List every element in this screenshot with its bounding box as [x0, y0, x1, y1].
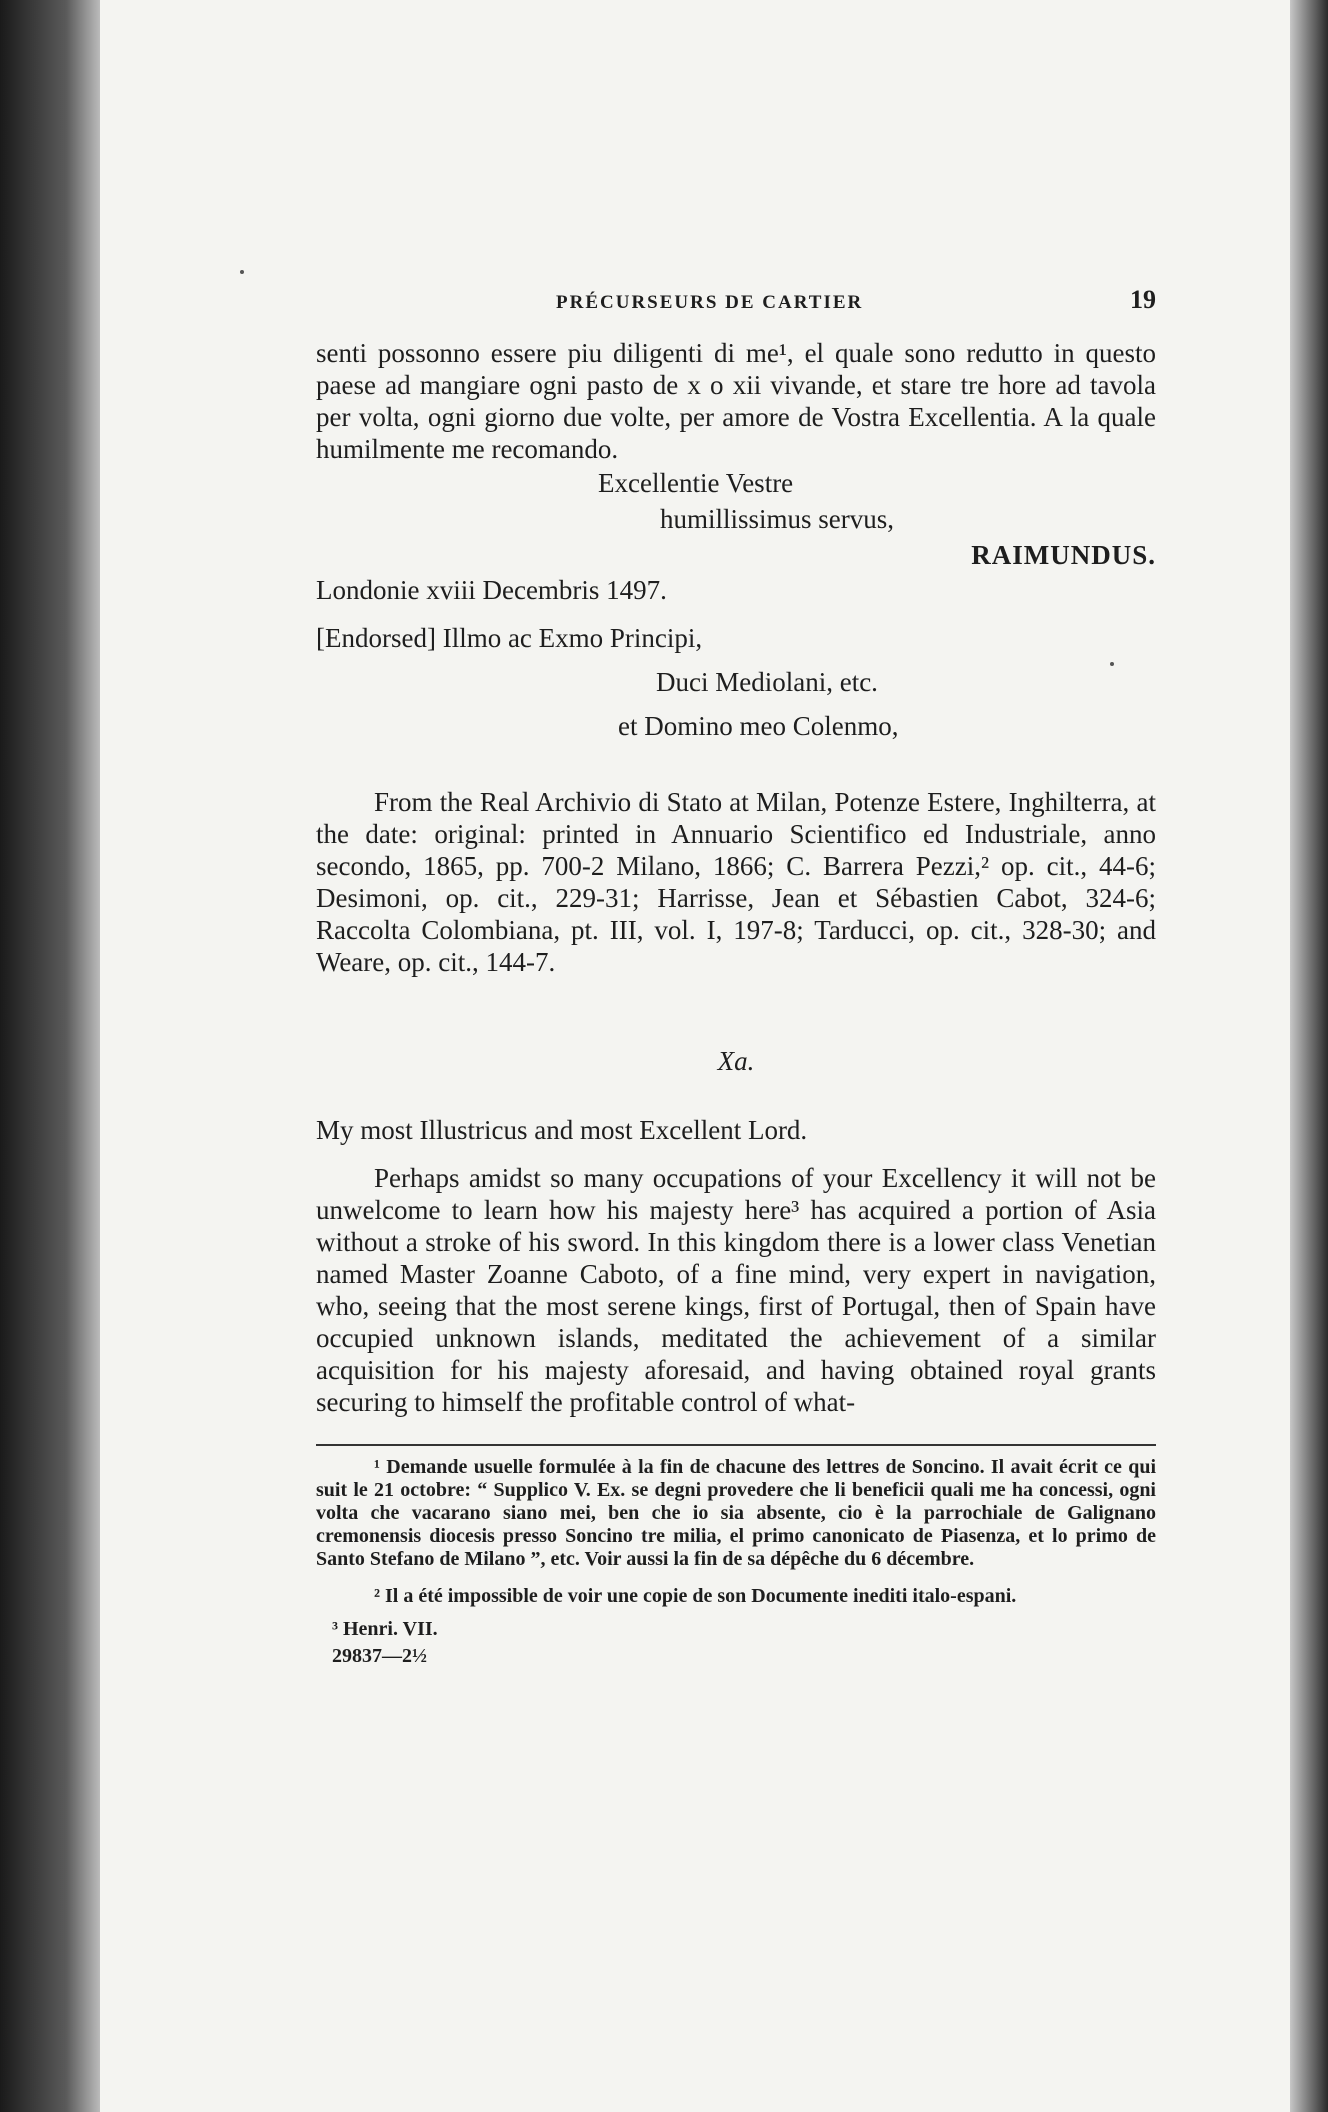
- closing-line-2: humillissimus servus,: [660, 504, 895, 534]
- letter-closing: [316, 465, 1156, 573]
- scan-edge-right: [1288, 0, 1328, 2112]
- speck: [240, 270, 244, 274]
- section-paragraph: Perhaps amidst so many occupations of your Excellency it will not be unwelcome to learn how his majesty here³ has acquired a portion of Asia without a stroke of his sword. In this kingdom there is a lower class Venetian named Master Zoanne Caboto, of a fine mind, very expert in navigation, who, seeing that the most serene kings, first of Portugal, then of Spain have occupied unknown islands, meditated the achievement of a similar acquisition for his majesty aforesaid, and having obtained royal grants securing to himself the profitable control of what-: [316, 1163, 1156, 1417]
- page-header: [316, 285, 1156, 315]
- salutation: My most Illustricus and most Excellent Lord.: [316, 1115, 808, 1145]
- footnote-2: ² Il a été impossible de voir une copie de son Documente inediti italo-espani.: [374, 1585, 1017, 1607]
- source-note: From the Real Archivio di Stato at Milan, Potenze Estere, Inghilterra, at the date: original: printed in Annuario Scientifico ed Industriale, anno secondo, 1865, pp. 700-2 Milano, 1866; C. Barrera Pezzi,² op. cit., 44-6; Desimoni, op. cit., 229-31; Harrisse, Jean et Sébastien Cabot, 324-6; Raccolta Colombiana, pt. III, vol. I, 197-8; Tarducci, op. cit., 328-30; and Weare, op. cit., 144-7.: [316, 787, 1156, 977]
- endorse-line-3: et Domino meo Colenmo,: [618, 711, 899, 741]
- endorse-line-2: Duci Mediolani, etc.: [656, 667, 878, 697]
- endorsement: [316, 616, 1156, 748]
- footnote-3: ³ Henri. VII.: [332, 1618, 438, 1640]
- scan-edge-left: [0, 0, 110, 2112]
- signature-name: RAIMUNDUS.: [971, 540, 1156, 570]
- page-content: [316, 285, 1156, 1668]
- section-heading: Xa.: [717, 1046, 755, 1076]
- letter-text: senti possonno essere piu diligenti di me¹, el quale sono redutto in questo paese ad mangiare ogni pasto de x o xii vivande, et stare tre hore ad tavola per volta, ogni giorno due volte, per amore de Vostra Excellentia. A la quale humilmente me recomando.: [316, 338, 1156, 464]
- place-date: Londonie xviii Decembris 1497.: [316, 575, 667, 605]
- closing-line-1: Excellentie Vestre: [598, 468, 794, 498]
- page-number: 19: [1130, 285, 1156, 314]
- footnote-1: ¹ Demande usuelle formulée à la fin de chacune des lettres de Soncino. Il avait écrit ce qui suit le 21 octobre: “ Supplico V. Ex. se degni provedere che li beneficii quali me ha concessi, ogni volta che vacarano siano mei, ben che io sia absente, cio è la parrochiale de Galignano cremonensis diocesis presso Soncino tre milia, el primo canonicato de Piasenza, et lo primo de Santo Stefano de Milano ”, etc. Voir aussi la fin de sa dépêche du 6 décembre.: [316, 1456, 1156, 1570]
- printer-signature: 29837—2½: [332, 1645, 427, 1667]
- footnote-divider: [316, 1444, 1156, 1446]
- book-page: [100, 0, 1290, 2112]
- running-head: PRÉCURSEURS DE CARTIER: [556, 292, 864, 313]
- endorse-line-1: [Endorsed] Illmo ac Exmo Principi,: [316, 623, 703, 653]
